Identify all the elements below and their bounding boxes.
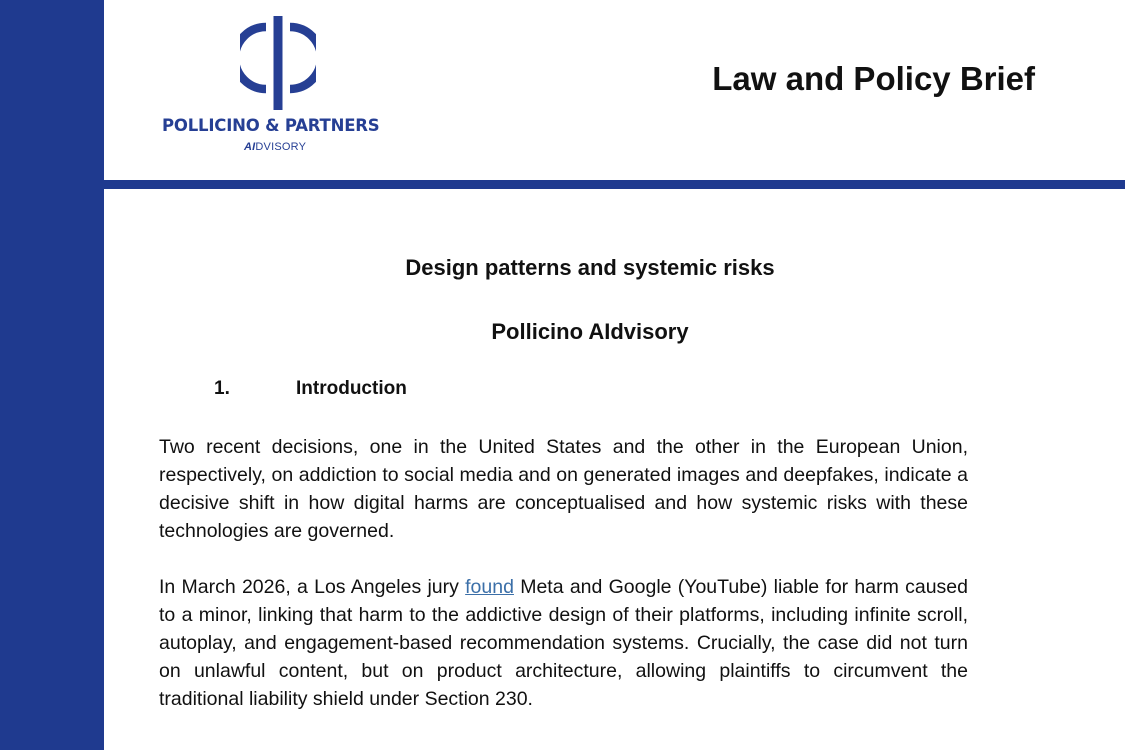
brand-name: POLLICINO & PARTNERS (162, 116, 380, 135)
section-number: 1. (214, 378, 230, 399)
section-title: Introduction (296, 378, 407, 399)
found-link[interactable]: found (465, 576, 514, 598)
brand-subtitle-rest: DVISORY (255, 141, 307, 153)
pollicino-phi-logo-icon (240, 16, 316, 110)
paragraph-2 (159, 573, 968, 713)
brand-logo (160, 16, 400, 166)
left-sidebar-band (0, 0, 104, 750)
section-heading (214, 378, 407, 400)
paragraph-1: Two recent decisions, one in the United States and the other in the European Union, respectively, on addiction to social media and on generated images and deepfakes, indicate a decisive shift in how digital harms are conceptualised and how systemic risks with these technologies are governed. (159, 436, 968, 542)
document-title: Design patterns and systemic risks (405, 255, 775, 280)
brand-subtitle-ai: AI (244, 141, 256, 153)
brief-title: Law and Policy Brief (712, 60, 1035, 97)
paragraph-2-intro: In March 2026, a Los Angeles jury (159, 576, 466, 598)
brand-subtitle (244, 141, 306, 153)
paragraph-2-body: Meta and Google (YouTube) liable for harm caused to a minor, linking that harm to the addictive design of their platforms, including infinite scroll, autoplay, and engagement-based recommendation systems. Crucially, the case did not turn on unlawful content, but on product architecture, allowing plaintiffs to circumvent the traditional liability shield under Section 230. (159, 576, 968, 710)
document-author: Pollicino AIdvisory (491, 319, 689, 344)
header-divider (104, 180, 1125, 189)
